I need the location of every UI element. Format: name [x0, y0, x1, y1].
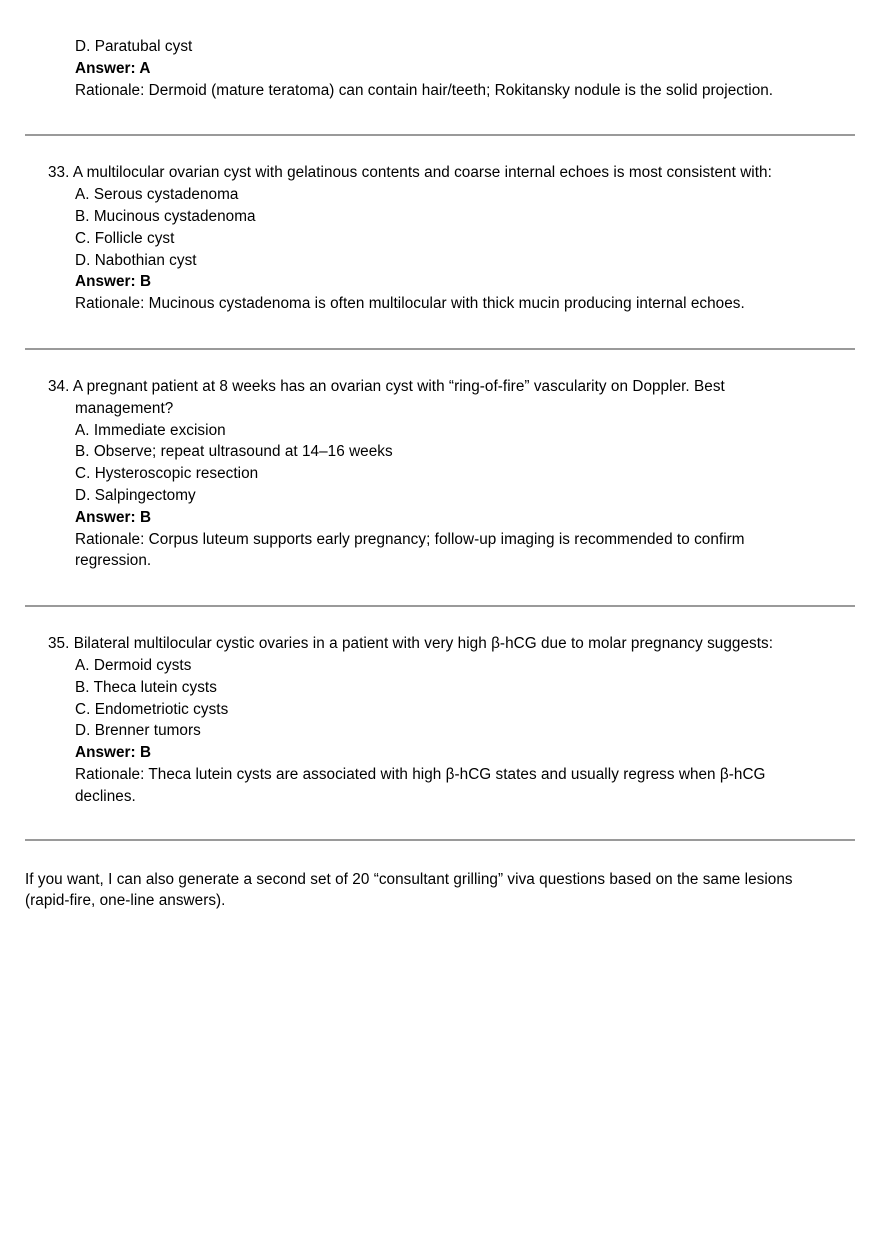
option-item: C. Hysteroscopic resection	[75, 465, 259, 483]
question-stem-33	[48, 162, 850, 184]
option-item: D. Brenner tumors	[75, 722, 201, 740]
rationale-line: Rationale: Dermoid (mature teratoma) can contain hair/teeth; Rokitansky nodule is the solid projection.	[75, 81, 774, 99]
question-stem-35	[48, 633, 825, 655]
question-stem-34	[48, 376, 780, 420]
rationale-line: Rationale: Theca lutein cysts are associated with high β-hCG states and usually regress when β-hCG declines.	[75, 765, 766, 805]
question-number: 34.	[48, 377, 70, 395]
question-block-32-tail	[0, 0, 880, 101]
option-item: A. Immediate excision	[75, 421, 226, 439]
option-item: A. Dermoid cysts	[75, 656, 192, 674]
question-stem-body: Bilateral multilocular cystic ovaries in a patient with very high β-hCG due to molar pregnancy suggests:	[73, 635, 774, 653]
answer-line: Answer: B	[75, 273, 152, 291]
question-stem-body: A pregnant patient at 8 weeks has an ovarian cyst with “ring-of-fire” vascularity on Doppler. Best management?	[72, 377, 725, 417]
answer-line: Answer: B	[75, 508, 152, 526]
question-number: 35.	[48, 635, 70, 653]
closing-note-text: If you want, I can also generate a second set of 20 “consultant grilling” viva questions based on the same lesions (rapid-fire, one-line answers).	[25, 870, 793, 910]
answer-line: Answer: B	[75, 744, 152, 762]
option-item: C. Follicle cyst	[75, 229, 175, 247]
question-block-35	[0, 607, 880, 807]
option-item: B. Observe; repeat ultrasound at 14–16 weeks	[75, 443, 393, 461]
answer-line: Answer: A	[75, 59, 151, 77]
option-item: C. Endometriotic cysts	[75, 700, 229, 718]
option-item: B. Mucinous cystadenoma	[75, 207, 256, 225]
option-item: D. Nabothian cyst	[75, 251, 197, 269]
question-block-34	[0, 350, 880, 572]
closing-note-block	[0, 841, 880, 913]
question-stem-body: A multilocular ovarian cyst with gelatinous contents and coarse internal echoes is most consistent with:	[72, 164, 772, 182]
option-item: D. Salpingectomy	[75, 486, 196, 504]
question-block-33	[0, 136, 880, 315]
option-item: D. Paratubal cyst	[75, 38, 193, 55]
rationale-line: Rationale: Corpus luteum supports early pregnancy; follow-up imaging is recommended to confirm regression.	[75, 530, 745, 570]
rationale-line: Rationale: Mucinous cystadenoma is often multilocular with thick mucin producing internal echoes.	[75, 295, 745, 313]
option-item: A. Serous cystadenoma	[75, 186, 239, 204]
question-number: 33.	[48, 164, 70, 182]
option-item: B. Theca lutein cysts	[75, 678, 217, 696]
